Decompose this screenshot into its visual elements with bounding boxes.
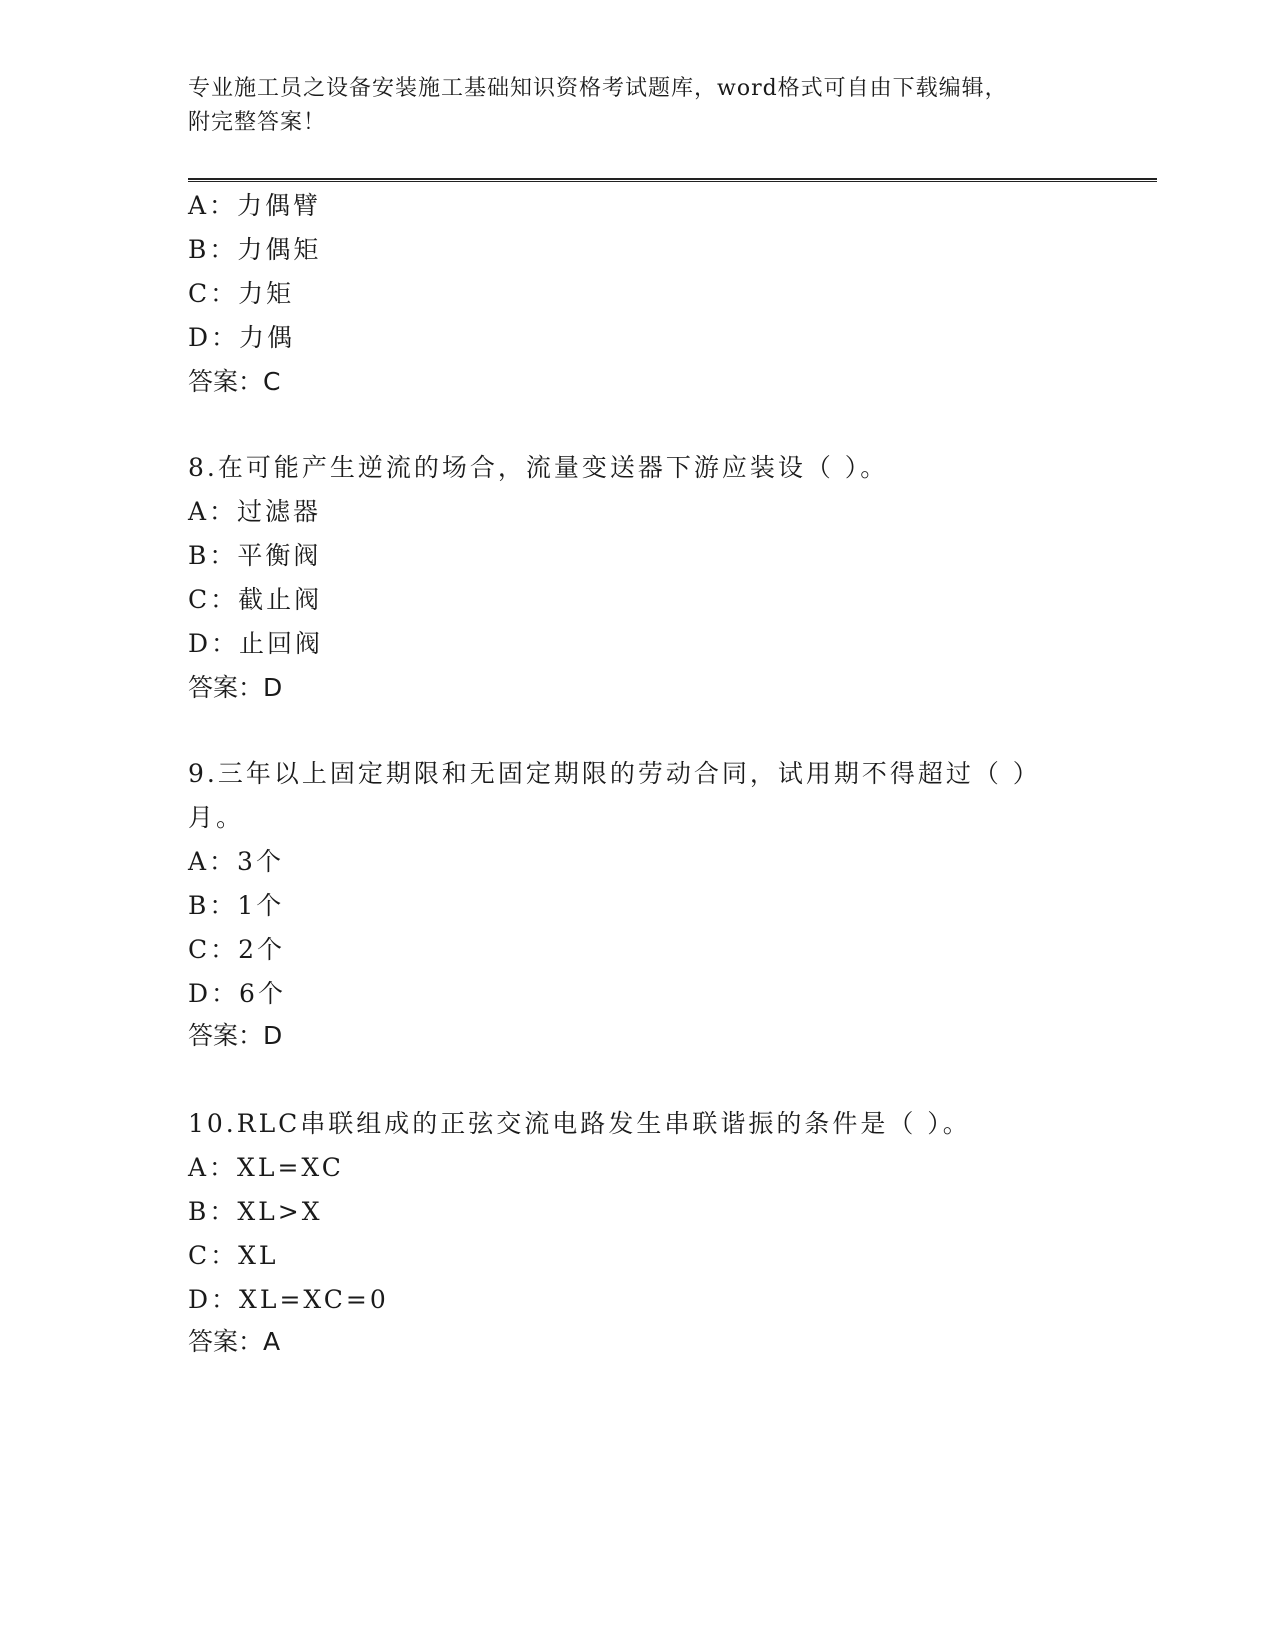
q7-answer: 答案：C — [188, 367, 281, 396]
q10-option-a: A：XL=XC — [188, 1153, 344, 1182]
q8-answer: 答案：D — [188, 673, 283, 702]
q9-answer: 答案：D — [188, 1021, 283, 1050]
q9-option-b: B：1个 — [188, 891, 285, 920]
q9-question-line-1: 9.三年以上固定期限和无固定期限的劳动合同，试用期不得超过（ ） — [188, 759, 1041, 788]
q10-option-c: C：XL — [188, 1241, 279, 1270]
header-line-2: 附完整答案！ — [188, 110, 327, 135]
q9-question-line-2: 月。 — [188, 803, 245, 832]
header-line-1: 专业施工员之设备安装施工基础知识资格考试题库，word格式可自由下载编辑， — [188, 76, 1008, 101]
q10-question: 10.RLC串联组成的正弦交流电路发生串联谐振的条件是（ ）。 — [188, 1109, 971, 1138]
q10-option-d: D：XL=XC=0 — [188, 1285, 389, 1314]
q7-option-c: C：力矩 — [188, 279, 295, 308]
q8-question: 8.在可能产生逆流的场合，流量变送器下游应装设（ ）。 — [188, 453, 889, 482]
q7-option-a: A：力偶臂 — [188, 191, 322, 220]
q8-option-a: A：过滤器 — [188, 497, 322, 526]
q7-option-b: B：力偶矩 — [188, 235, 322, 264]
q8-option-b: B：平衡阀 — [188, 541, 322, 570]
q10-answer: 答案：A — [188, 1327, 281, 1356]
q8-option-d: D：止回阀 — [188, 629, 324, 658]
q9-option-c: C：2个 — [188, 935, 286, 964]
q7-option-d: D：力偶 — [188, 323, 296, 352]
header-divider — [188, 178, 1157, 182]
q10-option-b: B：XL>X — [188, 1197, 323, 1226]
q8-option-c: C：截止阀 — [188, 585, 323, 614]
document-header — [188, 72, 1068, 140]
q9-option-a: A：3个 — [188, 847, 284, 876]
q9-option-d: D：6个 — [188, 979, 286, 1008]
